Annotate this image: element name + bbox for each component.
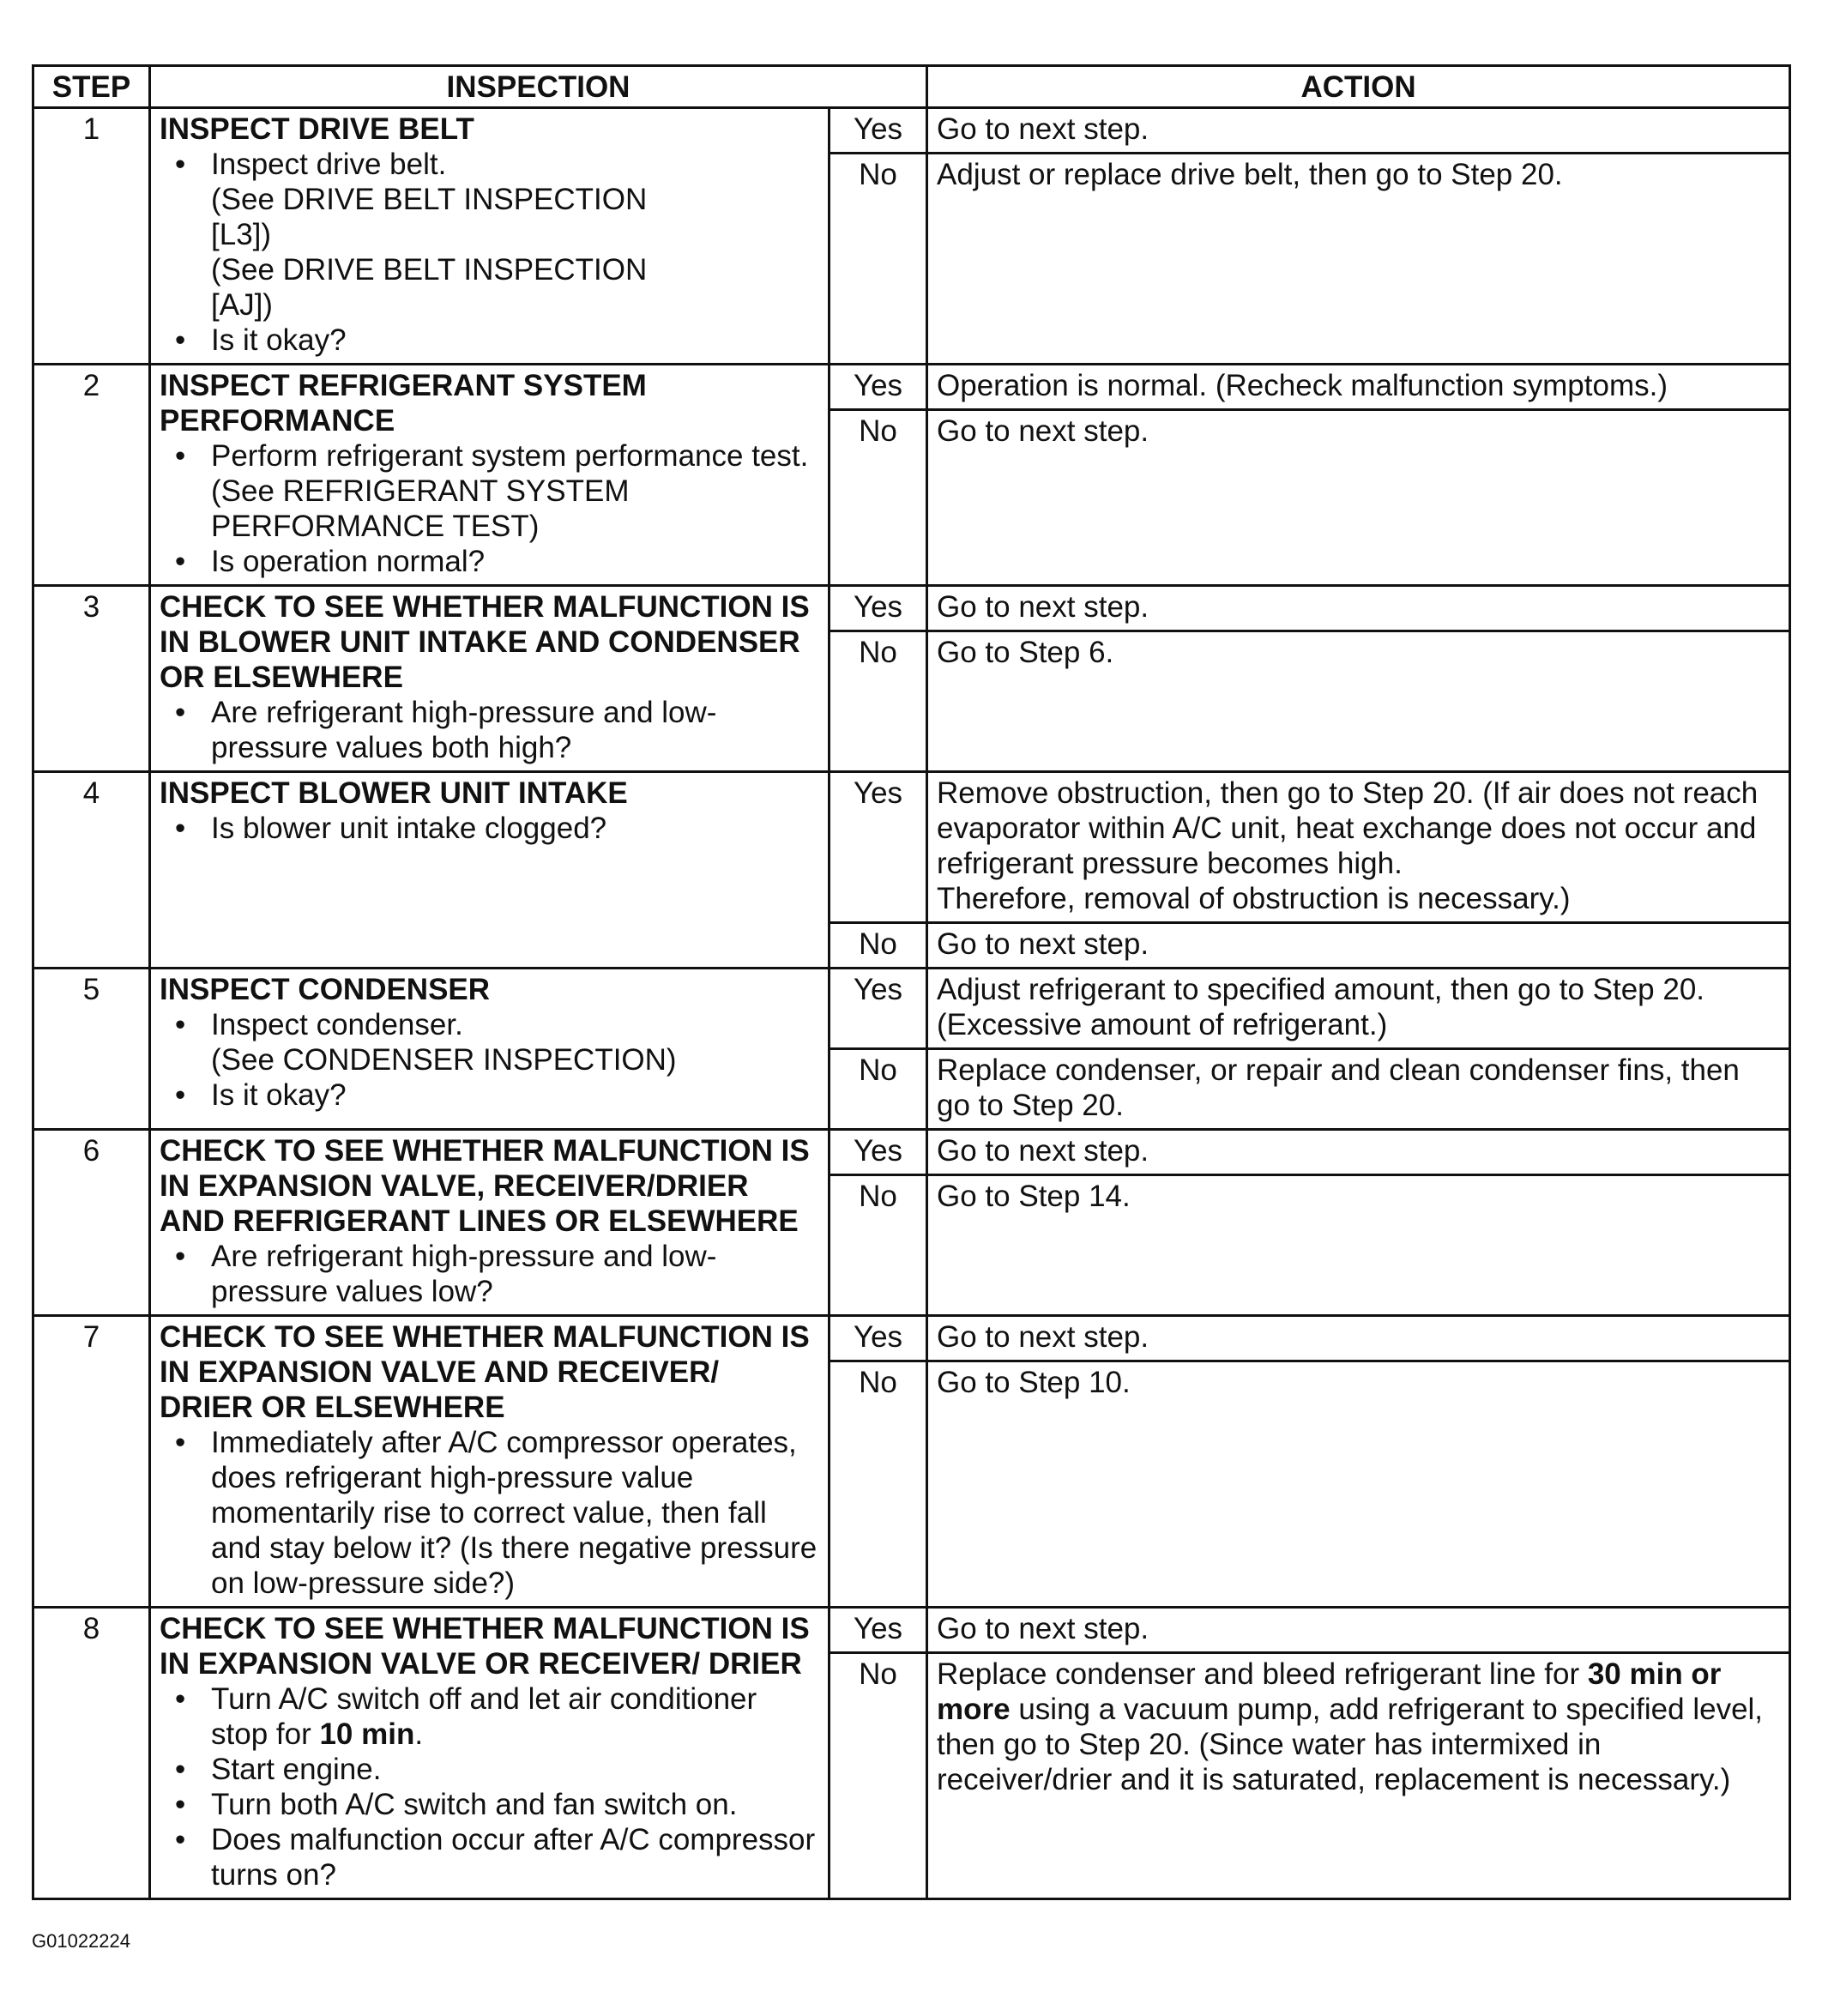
inspection-title: CHECK TO SEE WHETHER MALFUNCTION IS IN EXPANSION VALVE, RECEIVER/DRIER AND REFRIGERANT LINES OR ELSEWHERE xyxy=(160,1134,810,1238)
inspection-bullets xyxy=(160,695,819,765)
inspection-bullets xyxy=(160,1425,819,1601)
yes-action xyxy=(927,969,1790,1049)
bullet-text: Does malfunction occur after A/C compressor turns on? xyxy=(211,1823,816,1892)
no-label: No xyxy=(830,1049,927,1130)
yes-label: Yes xyxy=(830,1316,927,1361)
yes-action: Go to next step. xyxy=(927,1130,1790,1175)
bullet-text: Is blower unit intake clogged? xyxy=(211,812,607,845)
bullet-text: • Inspect drive belt. xyxy=(211,148,447,181)
step-number: 3 xyxy=(33,586,150,772)
bullet-item xyxy=(211,1787,819,1822)
action-text: (Excessive amount of refrigerant.) xyxy=(937,1008,1388,1041)
yes-label: Yes xyxy=(830,1608,927,1653)
yes-action: Go to next step. xyxy=(927,586,1790,631)
bullet-reference: (See DRIVE BELT INSPECTION xyxy=(211,253,648,287)
yes-action xyxy=(927,772,1790,923)
bullet-item xyxy=(211,438,819,544)
bullet-emphasis: 10 min xyxy=(319,1717,415,1751)
inspection-cell xyxy=(150,772,830,969)
yes-action: Operation is normal. (Recheck malfunction symptoms.) xyxy=(927,365,1790,410)
no-label: No xyxy=(830,631,927,772)
bullet-item xyxy=(211,1077,819,1113)
no-action: Replace condenser, or repair and clean condenser fins, then go to Step 20. xyxy=(927,1049,1790,1130)
bullet-reference: [AJ]) xyxy=(211,288,273,322)
no-action: Go to next step. xyxy=(927,410,1790,586)
no-action: Go to next step. xyxy=(927,923,1790,969)
no-label: No xyxy=(830,1175,927,1316)
bullet-text: Are refrigerant high-pressure and low-pressure values low? xyxy=(211,1240,717,1308)
bullet-item xyxy=(211,1007,819,1077)
bullet-item xyxy=(211,1752,819,1787)
bullet-reference: [L3]) xyxy=(211,218,272,251)
action-text: Adjust refrigerant to specified amount, then go to Step 20. xyxy=(937,973,1705,1006)
no-label: No xyxy=(830,1653,927,1899)
step-1-yes-row xyxy=(33,108,1790,154)
step-5-yes-row xyxy=(33,969,1790,1049)
yes-label: Yes xyxy=(830,586,927,631)
bullet-text: . xyxy=(414,1717,424,1751)
bullet-text: • Inspect condenser. xyxy=(211,1008,463,1041)
action-text: Replace condenser and bleed refrigerant line for xyxy=(937,1657,1588,1691)
bullet-item xyxy=(211,544,819,579)
inspection-bullets xyxy=(160,1681,819,1892)
step-number: 2 xyxy=(33,365,150,586)
no-action: Go to Step 14. xyxy=(927,1175,1790,1316)
no-label: No xyxy=(830,154,927,365)
inspection-cell xyxy=(150,1608,830,1899)
bullet-reference: (See REFRIGERANT SYSTEM xyxy=(211,474,630,508)
step-number: 1 xyxy=(33,108,150,365)
action-text: Remove obstruction, then go to Step 20. (If air does not reach evaporator within A/C unit, heat exchange does not occur and refrigerant pressure becomes high. xyxy=(937,776,1759,880)
figure-code: G01022224 xyxy=(32,1930,130,1952)
inspection-bullets xyxy=(160,811,819,846)
yes-label: Yes xyxy=(830,108,927,154)
yes-label: Yes xyxy=(830,1130,927,1175)
header-row xyxy=(33,66,1790,108)
step-number: 6 xyxy=(33,1130,150,1316)
bullet-item xyxy=(211,323,819,358)
step-6-yes-row xyxy=(33,1130,1790,1175)
diagnostic-document xyxy=(32,64,1789,1900)
no-label: No xyxy=(830,923,927,969)
step-4-yes-row xyxy=(33,772,1790,923)
bullet-text: Are refrigerant high-pressure and low-pressure values both high? xyxy=(211,696,717,764)
header-inspection: INSPECTION xyxy=(150,66,927,108)
action-text: using a vacuum pump, add refrigerant to specified level, then go to Step 20. (Since water has intermixed in receiver/drier and it is saturated, replacement is necessary.) xyxy=(937,1693,1764,1796)
inspection-bullets xyxy=(160,1239,819,1309)
step-number: 5 xyxy=(33,969,150,1130)
bullet-item xyxy=(211,1239,819,1309)
yes-label: Yes xyxy=(830,365,927,410)
bullet-text: Is it okay? xyxy=(211,1078,347,1112)
yes-action: Go to next step. xyxy=(927,1608,1790,1653)
inspection-bullets xyxy=(160,438,819,579)
step-7-yes-row xyxy=(33,1316,1790,1361)
inspection-cell xyxy=(150,365,830,586)
step-2-yes-row xyxy=(33,365,1790,410)
step-8-yes-row xyxy=(33,1608,1790,1653)
inspection-title: CHECK TO SEE WHETHER MALFUNCTION IS IN EXPANSION VALVE OR RECEIVER/ DRIER xyxy=(160,1612,810,1681)
header-step: STEP xyxy=(33,66,150,108)
no-action: Go to Step 10. xyxy=(927,1361,1790,1608)
step-number: 4 xyxy=(33,772,150,969)
bullet-reference: (See CONDENSER INSPECTION) xyxy=(211,1043,677,1077)
action-emphasis: 30 min or more xyxy=(937,1657,1722,1726)
action-text: Therefore, removal of obstruction is necessary.) xyxy=(937,882,1571,915)
no-action xyxy=(927,1653,1790,1899)
inspection-title: CHECK TO SEE WHETHER MALFUNCTION IS IN EXPANSION VALVE AND RECEIVER/ DRIER OR ELSEWHERE xyxy=(160,1320,810,1424)
no-label: No xyxy=(830,410,927,586)
yes-label: Yes xyxy=(830,772,927,923)
inspection-bullets xyxy=(160,147,819,358)
step-number: 8 xyxy=(33,1608,150,1899)
bullet-item xyxy=(211,811,819,846)
bullet-item xyxy=(211,1425,819,1601)
inspection-title: INSPECT CONDENSER xyxy=(160,973,491,1006)
bullet-item xyxy=(211,695,819,765)
inspection-cell xyxy=(150,969,830,1130)
bullet-text: Start engine. xyxy=(211,1753,382,1786)
step-number: 7 xyxy=(33,1316,150,1608)
inspection-title: INSPECT BLOWER UNIT INTAKE xyxy=(160,776,628,810)
inspection-cell xyxy=(150,108,830,365)
inspection-title: INSPECT DRIVE BELT xyxy=(160,112,474,146)
inspection-cell xyxy=(150,1316,830,1608)
bullet-reference: PERFORMANCE TEST) xyxy=(211,510,540,543)
bullet-item xyxy=(211,147,819,323)
no-action: Adjust or replace drive belt, then go to Step 20. xyxy=(927,154,1790,365)
yes-label: Yes xyxy=(830,969,927,1049)
yes-action: Go to next step. xyxy=(927,1316,1790,1361)
inspection-cell xyxy=(150,1130,830,1316)
bullet-item xyxy=(211,1822,819,1892)
bullet-text: Immediately after A/C compressor operates, does refrigerant high-pressure value momentarily rise to correct value, then fall and stay below it? (Is there negative pressure on low-pressure side?) xyxy=(211,1426,817,1600)
bullet-text: Is operation normal? xyxy=(211,545,486,578)
bullet-text: Is it okay? xyxy=(211,323,347,357)
bullet-reference: (See DRIVE BELT INSPECTION xyxy=(211,183,648,216)
bullet-text: Turn both A/C switch and fan switch on. xyxy=(211,1788,738,1821)
inspection-title: INSPECT REFRIGERANT SYSTEM PERFORMANCE xyxy=(160,369,647,438)
header-action: ACTION xyxy=(927,66,1790,108)
bullet-text: • Perform refrigerant system performance test. xyxy=(211,439,809,473)
inspection-bullets xyxy=(160,1007,819,1113)
bullet-text: Turn A/C switch off and let air conditioner stop for xyxy=(211,1682,757,1751)
inspection-cell xyxy=(150,586,830,772)
no-label: No xyxy=(830,1361,927,1608)
diagnostic-table xyxy=(32,64,1791,1900)
no-action: Go to Step 6. xyxy=(927,631,1790,772)
bullet-item xyxy=(211,1681,819,1752)
step-3-yes-row xyxy=(33,586,1790,631)
inspection-title: CHECK TO SEE WHETHER MALFUNCTION IS IN BLOWER UNIT INTAKE AND CONDENSER OR ELSEWHERE xyxy=(160,590,810,694)
yes-action: Go to next step. xyxy=(927,108,1790,154)
